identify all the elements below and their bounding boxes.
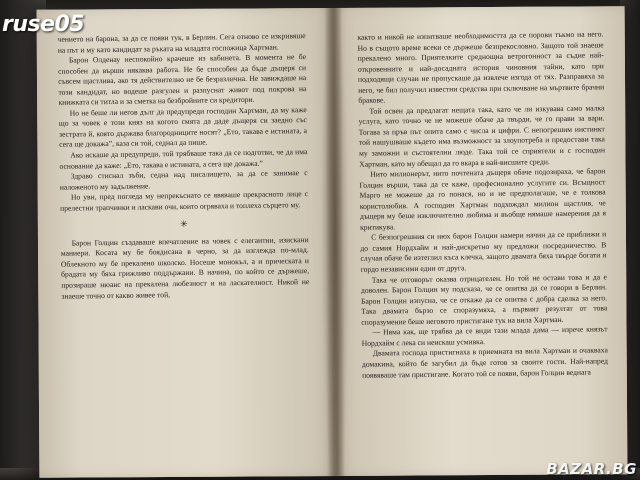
paragraph: Но не беше ли негов дълг да предупреди господин Хартман, да му каже що за човек е този княз на когото смята да даде дъщеря си заедно със зестрата й, която държава благородниците носят? „Ето, такава е истината, а сега ще докажа”, каза си той, седнал да пише. <box>58 104 308 150</box>
paragraph: Така че отговорът оказва отрицателен. Но той не остави това и да е доволен. Барон Голцин му подсказа, че се опитва да се говори в Берлин. Барон Голцин изпусна, че се откаже да се опитва с добра сделка за него. Така двамата бързо се споразумяха, а първият резултат от това споразумение беше неговото пристигане тук на вила Хартман. <box>360 271 608 327</box>
paragraph: чението на барона, за да се появи тук, в Берлин. Сега отново се изкривяше на път и му като кандидат за ръката на младата госпожица Хартман. <box>57 31 306 55</box>
paragraph: както и никой не изпитваше необходимостта да се порови тъкмо на него. Но в същото време всеки се държеше безпрекословно. Защото той знаеше прекалено много. Приятелките среднощна ветрогонност за съдие най-откровенните и най-досадната история чиновния тайни, като при подходящи случаи не пропускаше да извлече изгода от тях. Разправяха за него, че бил получил известни средства при сключване на мъртвите брачни бракове. <box>357 29 605 106</box>
watermark-username: ruse05 <box>2 12 85 37</box>
paragraph: Той освен да предлагат нещата така, като че ли изкувава само малка услуга, като точно че не можеше обаче да твърди, че го прави за вари. Тогава за пръв път опита само с числа и цифри. С непогрешим инстинкт той нашушваше където има възможност за злоупотреба и предостави така му заможни и състоятелни люде. Така той се сприятели и с господин Хартман, като му обещал да го вкара в най-висшите среди. <box>358 103 606 169</box>
paragraph: Нито милионерът, нито почтената дъщеря обаче подозираха, че барон Голцин върши, така да се каже, професионално услугите си. Всъщност Марго не можеше да го понася, но и не предполагаше, че е толкова користолюбив. А господин Хартман подхождал милион щастлив, че дъщеря му беше изключително любима и въобще нямаше намерения да я критикува. <box>359 166 606 232</box>
paragraph: С безпогрешния си нюх барон Голцин намери начин да се приближи и до самия Нордхайм и най-дискретно му предложи посредничество. В случая обаче бе изтеглил къса клечка, защото двамата бяха твърде богати и гордо независими един от друга. <box>360 229 607 274</box>
paragraph: Но увн, пред погледа му непрекъснато се явяваше прекрасното лице с прелестни трапчинки и ласкави очи, които огряваха и топлеха сърцето му. <box>60 189 309 213</box>
paragraph: Здраво стиснал зъби, седна над писалището, за да се занимае с наложеното му задължение. <box>59 168 308 192</box>
paragraph: Барон Голцин създаваше впечатление на човек с елегантни, изискани маниери. Косата му бе боядисана в черно, за да изглежда по-млад. Облекното му бе прекалено школско. Носеше монокъл, а и прическата и брадата му бяха грижливо поддържани. В начина, по който се държеше, прозираше нюанс на прекалена любезност и на ласкателност. Никой не знаеше точно от какво живее той, <box>60 234 310 301</box>
paragraph: Ако искаше да предупреди, той трябваше така да се подготви, че да има основание да каже: „Ето, такава е истината, а сега ще докажа.” <box>59 147 308 171</box>
right-page-text <box>357 29 608 380</box>
section-separator: ✳ <box>180 219 189 230</box>
paragraph: Барон Олденау неспокойно крачеше из кабинета. В момента не бе способен да върши някаква работа. Не бе способен да бъде дъщеря си съвсем щастлива, ако тя действително не бе безразлична. Не завиждаше на този кандидат, но водеше разгулен и разпуснат живот под покрова на книжката си титла и за сметка на безбройните си кредитори. <box>58 52 307 108</box>
book-gutter <box>325 8 346 476</box>
paragraph: Двамата господа пристигнаха в приемната на вила Хартман и очакваха домакина, който бе загубил да бъде готов за своите гости. Най-напред появяваше там пристигане. Когато той се появи, барон Голцин веднага <box>361 345 609 380</box>
open-book <box>37 6 628 478</box>
left-page-text <box>58 31 310 302</box>
watermark-site: BAZAR.BG <box>546 460 637 478</box>
paragraph: — Няма как, ще трябва да се види тази млада дама — изрече князът Нордхайм с лека си неискаш усмивка. <box>361 324 608 348</box>
